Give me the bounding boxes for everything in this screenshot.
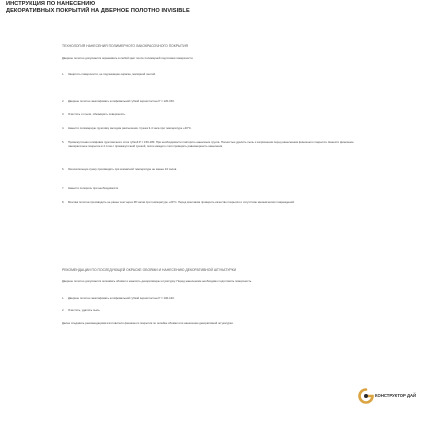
list-item: 2. Дверное полотно зашлифовать шлифовальной губкой зернистостью P = 120-150. — [62, 99, 175, 103]
document-title — [6, 1, 406, 15]
list-item: 4. Нанести полимерную грунтовку методом распыления. Сушка 3-4 часа при температуре +20°С. — [62, 126, 192, 130]
logo-text: КОНСТРУКТОР ДАЙ — [375, 393, 417, 398]
logo-mark-icon — [358, 388, 374, 404]
list-item: 8. Монтаж полотна производить не ранее чем через 48 часов при температуре +20°С. Перед монтажом проверить качество покрытия и отсутствие механических повреждений. — [62, 200, 295, 204]
section-intro-polymer: Дверное полотно допускается окрашивать в любой цвет после полимерной подготовки поверхности. — [62, 56, 194, 60]
section-outro-wallpaper: Далее следовать рекомендациям изготовителя финишного покрытия по оклейке обоями или нанесению декоративной штукатурки. — [62, 321, 234, 325]
section-heading-wallpaper: РЕКОМЕНДАЦИИ ПО ПОСЛЕДУЮЩЕЙ ОКРАСКЕ ОБОЯМИ И НАНЕСЕНИЮ ДЕКОРАТИВНОЙ ШТУКАТУРКИ — [62, 268, 237, 272]
section-intro-wallpaper: Дверное полотно допускается оклеивать обоями и наносить декоративную штукатурку. Перед нанесением необходимо подготовить поверхность. — [62, 279, 253, 283]
list-item: 1. Защитить поверхности, не подлежащие окраске, малярной лентой. — [62, 72, 156, 76]
list-item: 5. Промежуточная шлифовка грунтовочного слоя губкой P = 150-180. При необходимости повторить нанесение грунта. Полностью удалить пыль и загрязнения перед нанесением финишного покрытия. Нанести финишное лакокрасочное покрытие в 2 слоя с промежуточной сушкой, после каждого слоя проверить равномерность нанесения. — [62, 140, 354, 148]
title-line-2: ДЕКОРАТИВНЫХ ПОКРЫТИЙ НА ДВЕРНОЕ ПОЛОТНО INVISIBLE — [6, 8, 190, 14]
list-item: 7. Нанести полироль при необходимости. — [62, 186, 119, 190]
brand-logo — [358, 388, 417, 404]
list-item: 6. Окончательную сушку производить при комнатной температуре не менее 24 часов. — [62, 167, 177, 171]
list-item: 1. Дверное полотно зашлифовать шлифовальной губкой зернистостью P = 100-120. — [62, 296, 175, 300]
list-item: 2. Очистить, удалить пыль. — [62, 308, 101, 312]
list-item: 3. Очистить от пыли, обезжирить поверхность. — [62, 112, 126, 116]
section-heading-polymer: ТЕХНОЛОГИЯ НАНЕСЕНИЯ ПОЛИМЕРНОГО ЛАКОКРАСОЧНОГО ПОКРЫТИЯ — [62, 44, 188, 48]
title-line-1: ИНСТРУКЦИЯ ПО НАНЕСЕНИЮ — [6, 1, 96, 7]
